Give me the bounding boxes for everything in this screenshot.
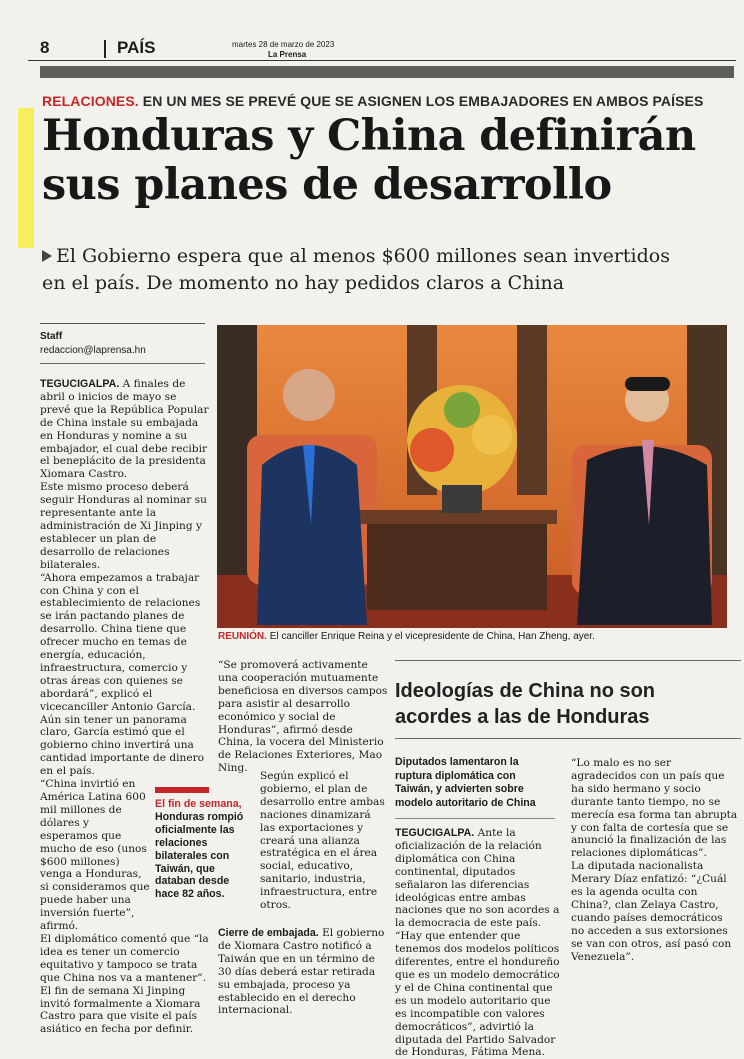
article-dateline: TEGUCIGALPA. — [40, 378, 120, 390]
photo-caption — [218, 631, 738, 642]
byline-author: Staff — [40, 331, 63, 342]
sidebar-paragraph: La diputada nacionalista Merary Díaz enfatizó: “¿Cuál es la agenda oculta con China?, clan Zelaya Castro, cuando países democráticos no acceden a sus extorsiones se van con otros, así pasó con Venezuela”. — [571, 860, 732, 963]
caption-label: REUNIÓN. — [218, 631, 267, 642]
byline-top-rule — [40, 323, 205, 324]
header-rule — [28, 60, 736, 61]
caption-text: El canciller Enrique Reina y el vicepresidente de China, Han Zheng, ayer. — [269, 631, 595, 642]
subsection-lead: Cierre de embajada. — [218, 927, 319, 939]
sidebar-paragraph: “Hay que entender que tenemos dos modelos políticos diferentes, entre el hondureño que es un modelo democrático y el de China continental que es un modelo autoritario que es incompatible con valores democráticos”, advirtió la diputada del Partido Salvador de Honduras, Fátima Mena. — [395, 930, 560, 1059]
article-paragraph: El fin de semana Xi Jinping invitó formalmente a Xiomara Castro para que visite el país asiático en fecha por definir. — [40, 984, 201, 1036]
article-paragraph: Según explicó el gobierno, el plan de desarrollo entre ambas naciones dinamizará las exportaciones y creará una alianza estratégica en el área social, educativo, sanitario, industria, infraestructura, entre otros. — [260, 770, 385, 912]
section-name: PAÍS — [117, 38, 156, 57]
pullquote — [155, 798, 247, 901]
pullquote-bar — [155, 787, 209, 793]
sidebar-dateline: TEGUCIGALPA. — [395, 827, 475, 839]
article-column-2c — [218, 927, 388, 1017]
article-paragraph: El diplomático comentó que “la idea es tener un comercio equitativo y tampoco se trata que China nos va a mantener”. — [40, 932, 209, 984]
section-divider — [104, 40, 106, 58]
sidebar-paragraph: Ante la oficialización de la relación diplomática con China continental, diputados señalaron las diferencias ideológicas entre ambas naciones que no son acordes a la democracia de este país. — [395, 827, 560, 930]
article-column-1 — [40, 378, 210, 1036]
highlighter-mark — [18, 108, 34, 248]
pullquote-lead: El fin de semana, — [155, 798, 242, 810]
article-paragraph: El gobierno de Xiomara Castro notificó a Taiwán que en un término de 30 días deberá estar retirada su embajada, proceso ya establecido en el derecho internacional. — [218, 927, 385, 1017]
sidebar-title-rule — [395, 738, 741, 739]
article-paragraph: Este mismo proceso deberá seguir Honduras al nominar su representante ante la administración de Xi Jinping y establecer un plan de desarrollo de relaciones bilaterales. — [40, 481, 207, 571]
article-paragraph: “Ahora empezamos a trabajar con China y con el establecimiento de relaciones se irán pactando planes de desarrollo. China tiene que ofrecer mucho en temas de energía, educación, infraestructura, comercio y otras áreas con quienes se abordará”, explicó el vicecanciller Antonio García. — [40, 571, 201, 713]
sidebar-column-1 — [395, 827, 560, 1059]
article-paragraph: A finales de abril o inicios de mayo se prevé que la República Popular de China instale su embajada en Honduras y nomine a su embajador, el cual debe recibir el beneplácito de la presidenta Xiomara Castro. — [40, 378, 209, 481]
deck-text: El Gobierno espera que al menos $600 millones sean invertidos en el país. De momento no hay pedidos claros a China — [42, 245, 670, 294]
article-paragraph: Aún sin tener un panorama claro, García estimó que el gobierno chino invertirá una cantidad importante de dinero en el país. — [40, 713, 205, 778]
issue-date: martes 28 de marzo de 2023 — [232, 40, 335, 49]
headline: Honduras y China definirán sus planes de desarrollo — [42, 111, 696, 210]
sidebar-top-rule — [395, 660, 741, 661]
deck — [42, 243, 682, 297]
article-paragraph: “China invirtió en América Latina 600 mil millones de dólares y esperamos que mucho de eso (unos $600 millones) venga a Honduras, si consideramos que puede haber una inversión fuerte”, afirmó. — [40, 778, 150, 933]
triangle-bullet-icon — [42, 250, 52, 262]
meeting-photo-illustration — [217, 325, 727, 628]
page-number: 8 — [40, 38, 50, 57]
sidebar-deck-rule — [395, 818, 555, 819]
article-column-2 — [218, 659, 388, 775]
sidebar-paragraph: “Lo malo es no ser agradecidos con un país que ha sido hermano y socio durante tanto tiempo, no se merecía esa forma tan abrupta y con falta de cortesía que se anunció la finalización de las relaciones diplomáticas”. — [571, 757, 738, 860]
sidebar-column-2 — [571, 757, 739, 964]
kicker-label: RELACIONES. — [42, 93, 139, 109]
sidebar-title: Ideologías de China no son acordes a las de Honduras — [395, 680, 656, 728]
article-column-2b — [260, 770, 388, 912]
sidebar-deck: Diputados lamentaron la ruptura diplomática con Taiwán, y advierten sobre modelo autoritario de China — [395, 756, 536, 809]
article-paragraph: “Se promoverá activamente una cooperación mutuamente beneficiosa en diversos campos para asistir al desarrollo económico y social de Honduras”, afirmó desde China, la vocera del Ministerio de Relaciones Exteriores, Mao Ning. — [218, 659, 388, 775]
pullquote-text: Honduras rompió oficialmente las relaciones bilaterales con Taiwán, que databan desde hace 82 años. — [155, 810, 244, 901]
newspaper-name: La Prensa — [268, 50, 307, 59]
header-bar — [40, 66, 734, 78]
byline-bottom-rule — [40, 363, 205, 364]
kicker-text: EN UN MES SE PREVÉ QUE SE ASIGNEN LOS EMBAJADORES EN AMBOS PAÍSES — [142, 93, 704, 109]
kicker — [42, 93, 703, 109]
byline-email: redaccion@laprensa.hn — [40, 345, 146, 356]
news-photo — [217, 325, 727, 628]
